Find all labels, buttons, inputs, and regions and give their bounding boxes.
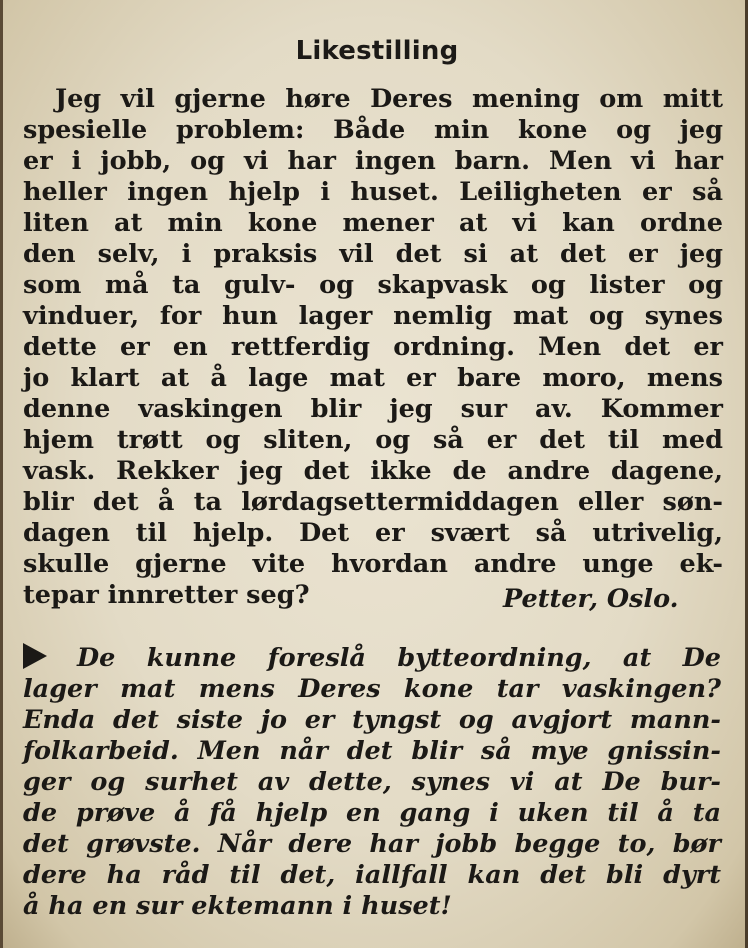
question-line: liten at min kone mener at vi kan ordne [23, 208, 723, 238]
question-line: den selv, i praksis vil det si at det er jeg [23, 239, 723, 269]
question-line: spesielle problem: Både min kone og jeg [23, 115, 723, 145]
question-line: blir det å ta lørdagsettermiddagen eller søn- [23, 487, 723, 517]
question-line: tepar innretter seg? [23, 580, 310, 610]
question-line: denne vaskingen blir jeg sur av. Kommer [23, 394, 723, 424]
answer-line: ger og surhet av dette, synes vi at De bur- [23, 767, 721, 797]
answer-line: lager mat mens Deres kone tar vaskingen? [23, 674, 721, 704]
answer-line: Enda det siste jo er tyngst og avgjort mann- [23, 705, 721, 735]
question-line: heller ingen hjelp i huset. Leiligheten er så [23, 177, 723, 207]
question-line: er i jobb, og vi har ingen barn. Men vi har [23, 146, 723, 176]
answer-line: de prøve å få hjelp en gang i uken til å ta [23, 798, 721, 828]
question-line: dette er en rettferdig ordning. Men det er [23, 332, 723, 362]
question-line: vask. Rekker jeg det ikke de andre dagene, [23, 456, 723, 486]
question-line: dagen til hjelp. Det er svært så utrivelig, [23, 518, 723, 548]
answer-line: det grøvste. Når dere har jobb begge to, bør [23, 829, 721, 859]
answer-line: folkarbeid. Men når det blir så mye gnissin- [23, 736, 721, 766]
question-line: som må ta gulv- og skapvask og lister og [23, 270, 723, 300]
question-line: hjem trøtt og sliten, og så er det til med [23, 425, 723, 455]
article-title: Likestilling [295, 36, 459, 66]
question-line: vinduer, for hun lager nemlig mat og synes [23, 301, 723, 331]
reader-signature: Petter, Oslo. [503, 584, 679, 614]
question-line: skulle gjerne vite hvordan andre unge ek- [23, 549, 723, 579]
question-line: Jeg vil gjerne høre Deres mening om mitt [55, 84, 723, 114]
answer-line: De kunne foreslå bytteordning, at De [77, 643, 721, 673]
answer-arrow-icon [23, 643, 47, 669]
answer-line: dere ha råd til det, iallfall kan det bli dyrt [23, 860, 721, 890]
question-line: jo klart at å lage mat er bare moro, mens [23, 363, 723, 393]
answer-line: å ha en sur ektemann i huset! [23, 891, 452, 921]
